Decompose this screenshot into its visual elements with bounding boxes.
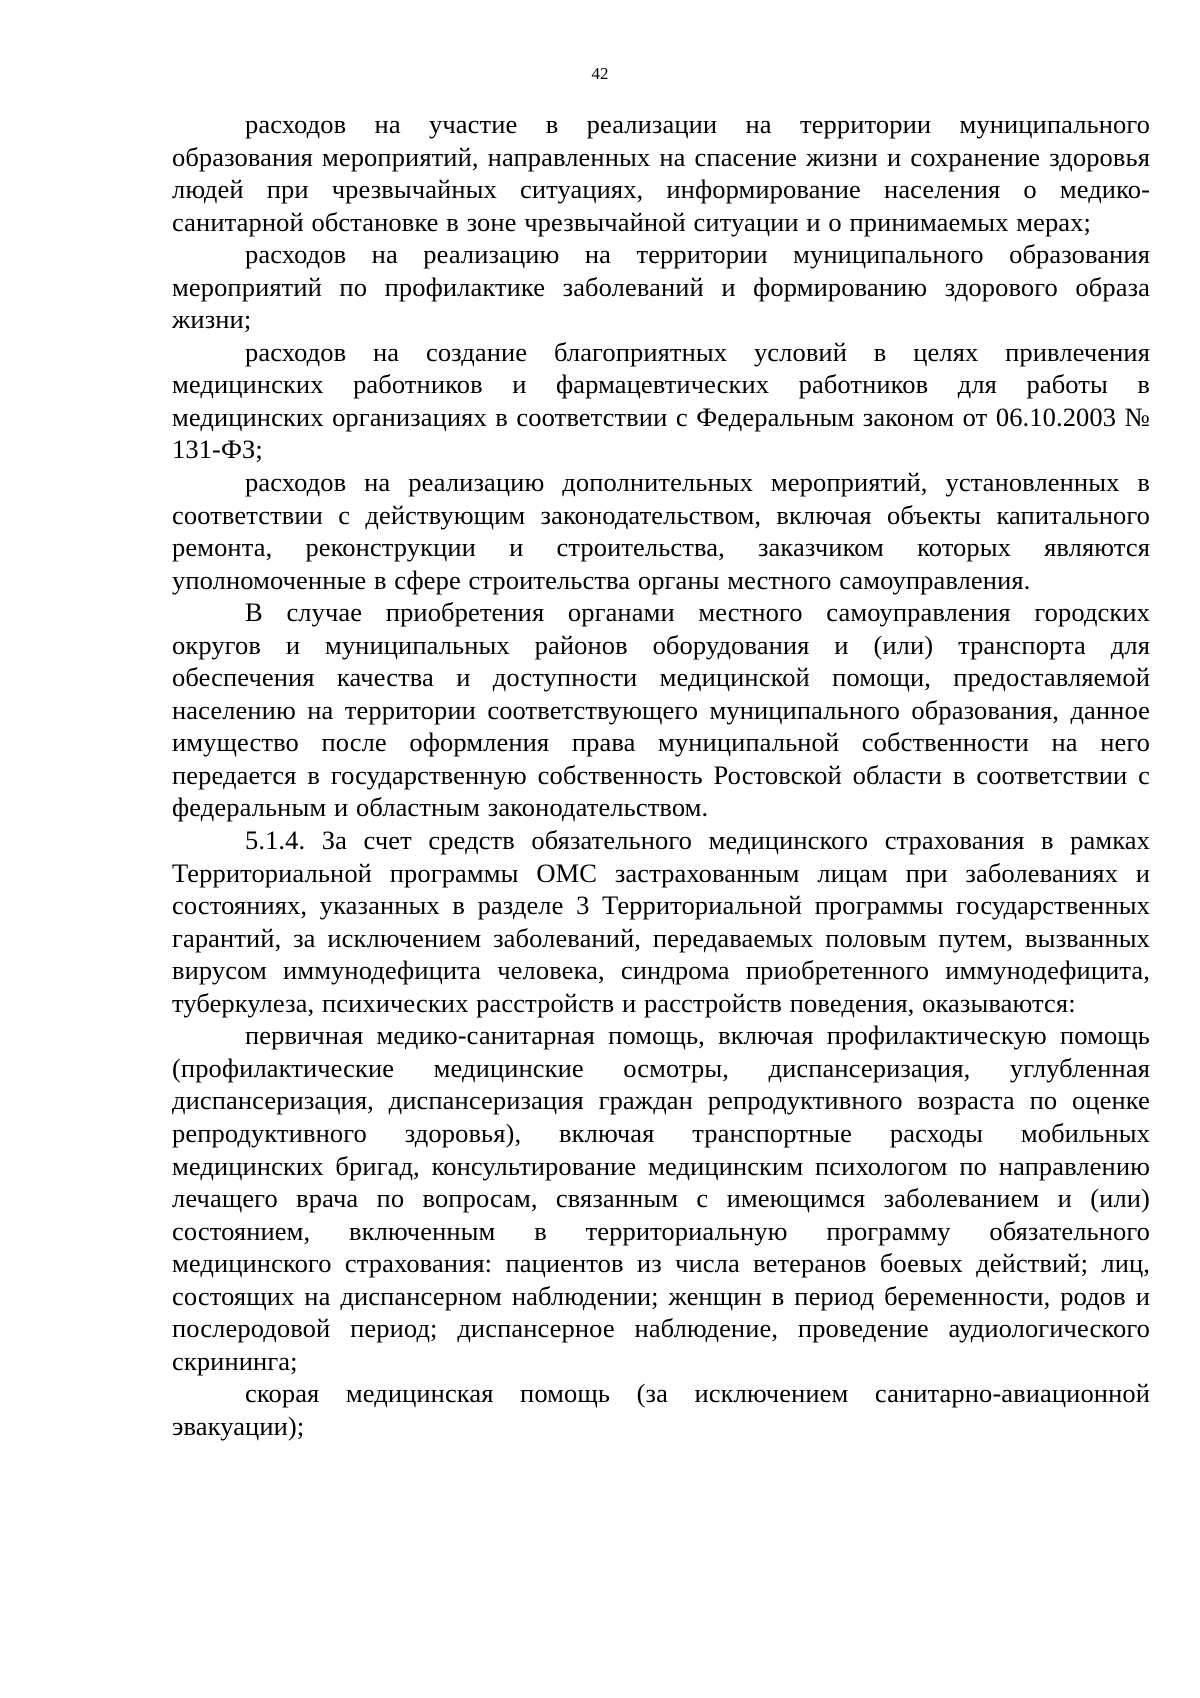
paragraph-equipment-transfer: В случае приобретения органами местного самоуправления городских округов и муниципальных районов оборудования и (или) транспорта для обеспечения качества и доступности медицинской помощи, предоставляемой населению на территории соответствующего муниципального образования, данное имущество после оформления права муниципальной собственности на него передается в государственную собственность Ростовской области в соответствии с федеральным и областным законодательством. bbox=[172, 597, 1150, 823]
paragraph-additional-measures-expenses: расходов на реализацию дополнительных мероприятий, установленных в соответствии с действующим законодательством, включая объекты капитального ремонта, реконструкции и строительства, заказчиком которых являются уполномоченные в сфере строительства органы местного самоуправления. bbox=[172, 467, 1150, 595]
paragraph-staff-attraction-expenses: расходов на создание благоприятных условий в целях привлечения медицинских работников и фармацевтических работников для работы в медицинских организациях в соответствии с Федеральным законом от 06.10.2003 № 131-ФЗ; bbox=[172, 336, 1150, 465]
paragraph-emergency-care: скорая медицинская помощь (за исключением санитарно-авиационной эвакуации); bbox=[172, 1378, 1150, 1441]
document-body bbox=[172, 108, 1150, 1442]
paragraph-section-5-1-4: 5.1.4. За счет средств обязательного медицинского страхования в рамках Территориальной программы ОМС застрахованным лицам при заболеваниях и состояниях, указанных в разделе 3 Территориальной программы государственных гарантий, за исключением заболеваний, передаваемых половым путем, вызванных вирусом иммунодефицита человека, синдрома приобретенного иммунодефицита, туберкулеза, психических расстройств и расстройств поведения, оказываются: bbox=[172, 825, 1150, 1018]
page-number: 42 bbox=[591, 64, 609, 83]
paragraph-emergency-expenses: расходов на участие в реализации на территории муниципального образования мероприятий, направленных на спасение жизни и сохранение здоровья людей при чрезвычайных ситуациях, информирование населения о медико-санитарной обстановке в зоне чрезвычайной ситуации и о принимаемых мерах; bbox=[172, 109, 1150, 237]
paragraph-primary-care: первичная медико-санитарная помощь, включая профилактическую помощь (профилактические медицинские осмотры, диспансеризация, углубленная диспансеризация, диспансеризация граждан репродуктивного возраста по оценке репродуктивного здоровья), включая транспортные расходы мобильных медицинских бригад, консультирование медицинским психологом по направлению лечащего врача по вопросам, связанным с имеющимся заболеванием и (или) состоянием, включенным в территориальную программу обязательного медицинского страхования: пациентов из числа ветеранов боевых действий; лиц, состоящих на диспансерном наблюдении; женщин в период беременности, родов и послеродовой период; диспансерное наблюдение, проведение аудиологического скрининга; bbox=[172, 1020, 1150, 1376]
paragraph-prevention-expenses: расходов на реализацию на территории муниципального образования мероприятий по профилактике заболеваний и формированию здорового образа жизни; bbox=[172, 239, 1150, 335]
